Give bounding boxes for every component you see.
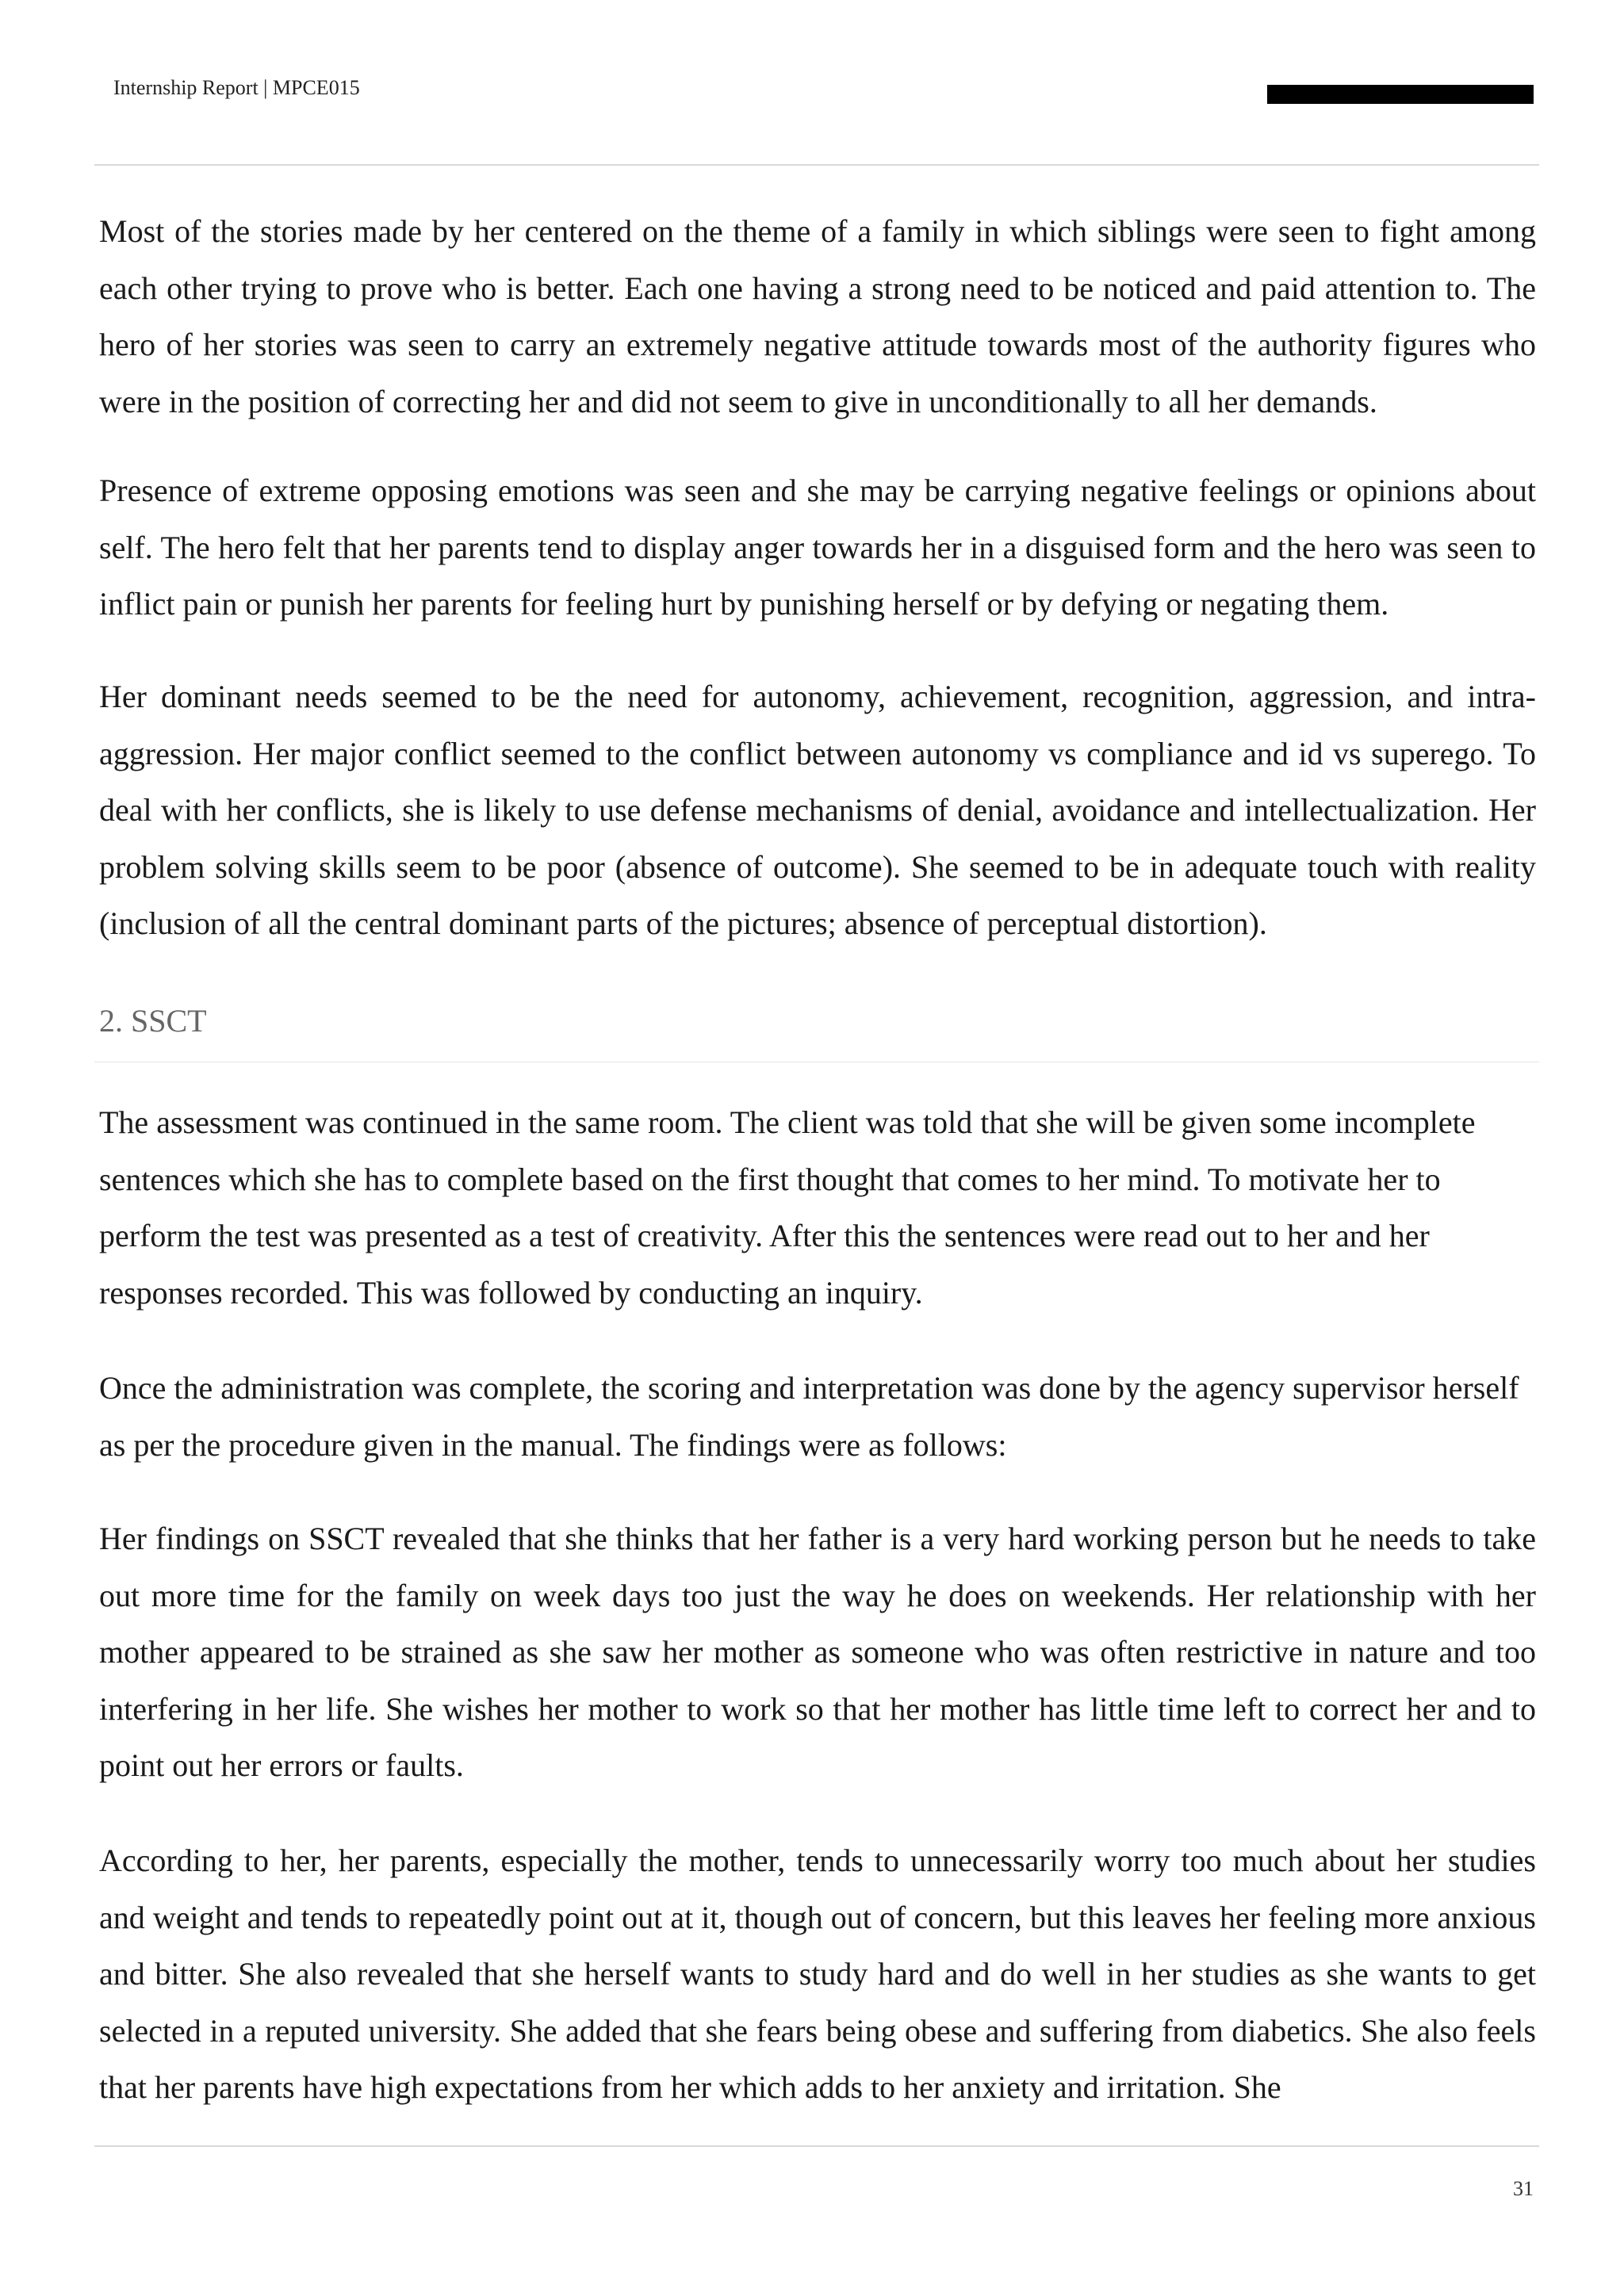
footer-divider (94, 2145, 1539, 2147)
page-number: 31 (1513, 2177, 1534, 2200)
header-divider (94, 164, 1539, 166)
paragraph-stories-theme: Most of the stories made by her centered on the theme of a family in which siblings were seen to fight among each other trying to prove who is better. Each one having a strong need to be noticed and paid attention to. The hero of her stories was seen to carry an extremely negative attitude towards most of the authority figures who were in the position of correcting her and did not seem to give in unconditionally to all her demands. (99, 213, 1536, 419)
paragraph-parents-worry: According to her, her parents, especially the mother, tends to unnecessarily worry too much about her studies and weight and tends to repeatedly point out at it, though out of concern, but this leaves her feeling more anxious and bitter. She also revealed that she herself wants to study hard and do well in her studies as she wants to get selected in a reputed university. She added that she fears being obese and suffering from diabetics. She also feels that her parents have high expectations from her which adds to her anxiety and irritation. She (99, 1843, 1536, 2105)
paragraph-ssct-findings-father-mother: Her findings on SSCT revealed that she thinks that her father is a very hard working person but he needs to take out more time for the family on week days too just the way he does on weekends. Her relationship with her mother appeared to be strained as she saw her mother as someone who was often restrictive in nature and too interfering in her life. She wishes her mother to work so that her mother has little time left to correct her and to point out her errors or faults. (99, 1521, 1536, 1783)
paragraph-opposing-emotions: Presence of extreme opposing emotions was seen and she may be carrying negative feelings or opinions about self. The hero felt that her parents tend to display anger towards her in a disguised form and the hero was seen to inflict pain or punish her parents for feeling hurt by punishing herself or by defying or negating them. (99, 473, 1536, 622)
header-redaction-bar (1267, 85, 1534, 104)
report-header-title: Internship Report | MPCE015 (113, 76, 360, 99)
paragraph-scoring: Once the administration was complete, the scoring and interpretation was done by the agency supervisor herself as per the procedure given in the manual. The findings were as follows: (99, 1370, 1519, 1463)
paragraph-dominant-needs: Her dominant needs seemed to be the need for autonomy, achievement, recognition, aggression, and intra-aggression. Her major conflict seemed to the conflict between autonomy vs compliance and id vs superego. To deal with her conflicts, she is likely to use defense mechanisms of denial, avoidance and intellectualization. Her problem solving skills seem to be poor (absence of outcome). She seemed to be in adequate touch with reality (inclusion of all the central dominant parts of the pictures; absence of perceptual distortion). (99, 679, 1536, 941)
section-heading-ssct: 2. SSCT (99, 1003, 207, 1039)
paragraph-assessment-procedure: The assessment was continued in the same room. The client was told that she will be given some incomplete sentences which she has to complete based on the first thought that comes to her mind. To motivate her to perform the test was presented as a test of creativity. After this the sentences were read out to her and her responses recorded. This was followed by conducting an inquiry. (99, 1104, 1476, 1311)
